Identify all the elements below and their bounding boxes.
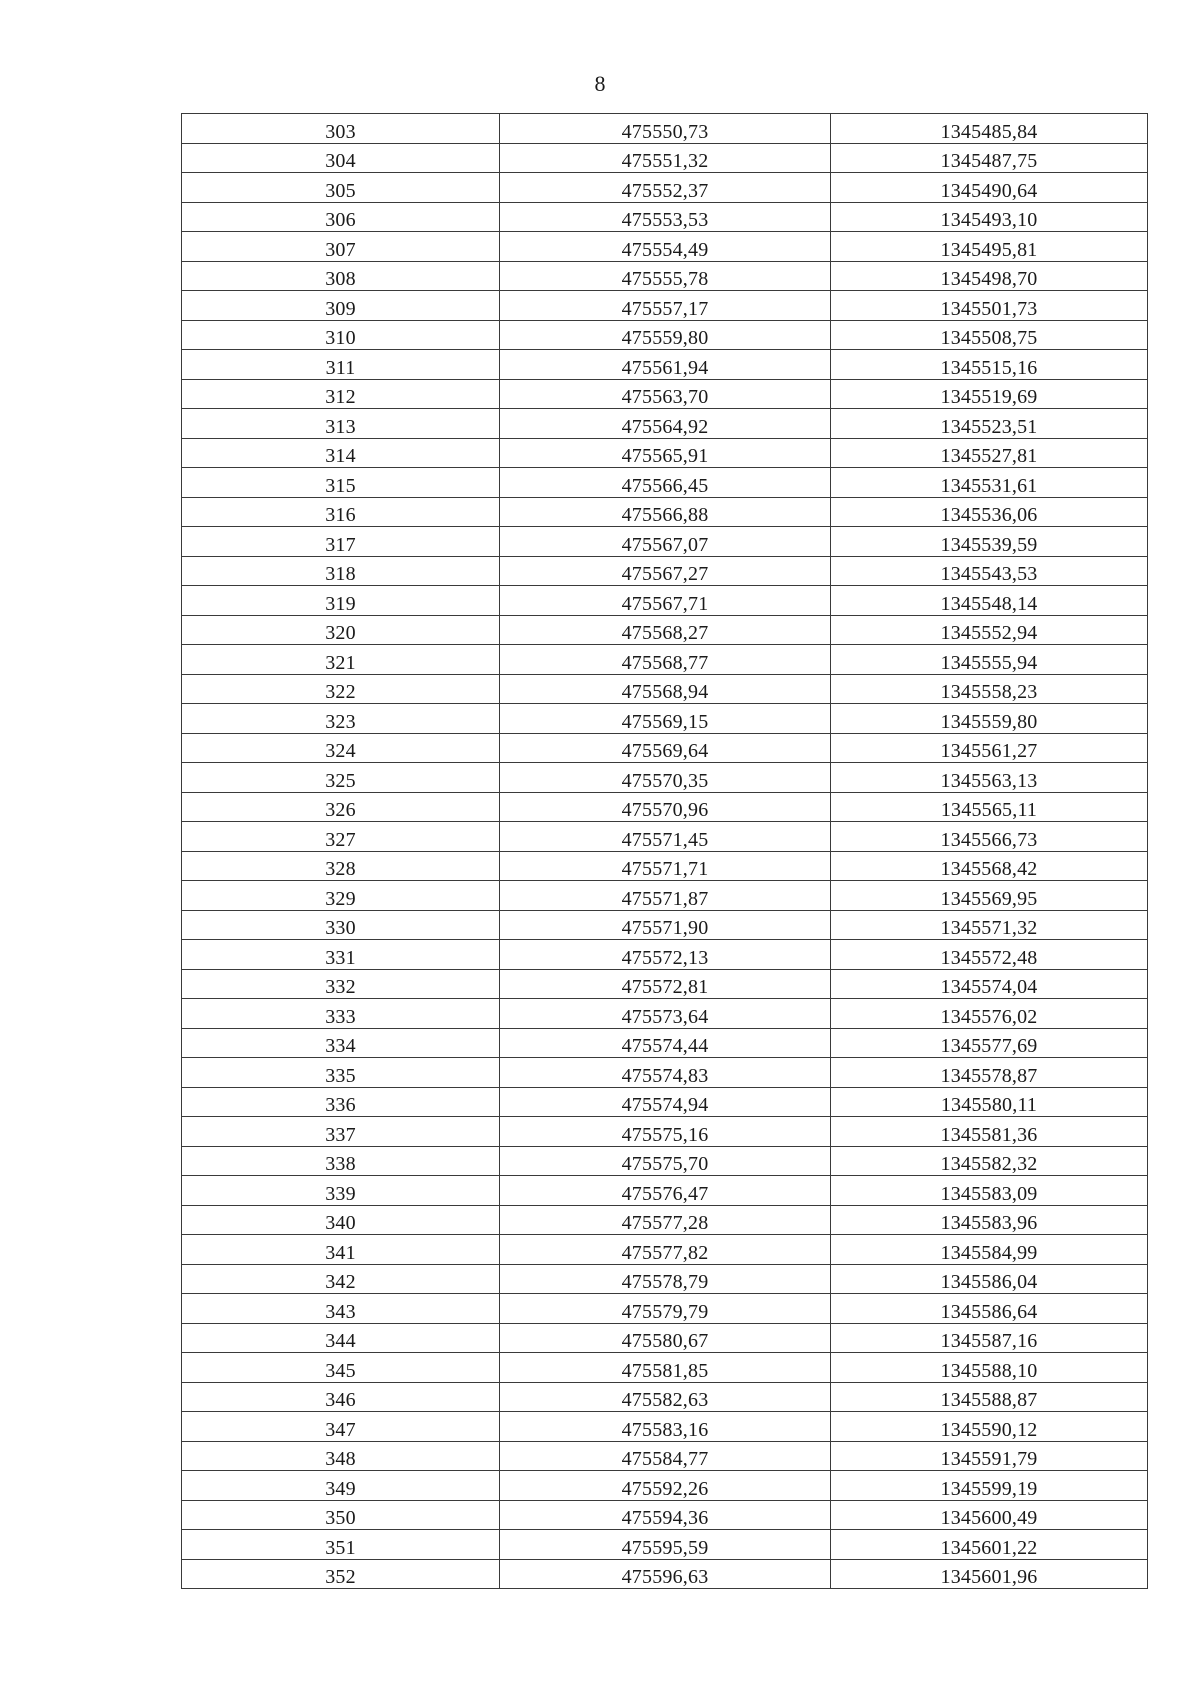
table-row xyxy=(182,1235,1148,1265)
table-row xyxy=(182,822,1148,852)
table-row xyxy=(182,940,1148,970)
table-row xyxy=(182,320,1148,350)
point-number-cell: 308 xyxy=(182,261,500,291)
y-coordinate-cell: 1345590,12 xyxy=(831,1412,1148,1442)
x-coordinate-cell: 475571,45 xyxy=(500,822,831,852)
y-coordinate-cell: 1345584,99 xyxy=(831,1235,1148,1265)
table-row xyxy=(182,556,1148,586)
point-number-cell: 339 xyxy=(182,1176,500,1206)
x-coordinate-cell: 475550,73 xyxy=(500,114,831,144)
x-coordinate-cell: 475574,94 xyxy=(500,1087,831,1117)
x-coordinate-cell: 475584,77 xyxy=(500,1441,831,1471)
x-coordinate-cell: 475553,53 xyxy=(500,202,831,232)
point-number-cell: 318 xyxy=(182,556,500,586)
x-coordinate-cell: 475564,92 xyxy=(500,409,831,439)
point-number-cell: 348 xyxy=(182,1441,500,1471)
y-coordinate-cell: 1345569,95 xyxy=(831,881,1148,911)
table-row xyxy=(182,999,1148,1029)
y-coordinate-cell: 1345580,11 xyxy=(831,1087,1148,1117)
y-coordinate-cell: 1345586,04 xyxy=(831,1264,1148,1294)
point-number-cell: 347 xyxy=(182,1412,500,1442)
y-coordinate-cell: 1345515,16 xyxy=(831,350,1148,380)
y-coordinate-cell: 1345586,64 xyxy=(831,1294,1148,1324)
table-row xyxy=(182,1412,1148,1442)
x-coordinate-cell: 475572,13 xyxy=(500,940,831,970)
table-row xyxy=(182,1471,1148,1501)
x-coordinate-cell: 475571,87 xyxy=(500,881,831,911)
point-number-cell: 338 xyxy=(182,1146,500,1176)
table-row xyxy=(182,1205,1148,1235)
x-coordinate-cell: 475569,64 xyxy=(500,733,831,763)
table-row xyxy=(182,851,1148,881)
y-coordinate-cell: 1345539,59 xyxy=(831,527,1148,557)
point-number-cell: 303 xyxy=(182,114,500,144)
table-row xyxy=(182,468,1148,498)
point-number-cell: 352 xyxy=(182,1559,500,1589)
point-number-cell: 332 xyxy=(182,969,500,999)
table-row xyxy=(182,733,1148,763)
y-coordinate-cell: 1345571,32 xyxy=(831,910,1148,940)
y-coordinate-cell: 1345566,73 xyxy=(831,822,1148,852)
table-row xyxy=(182,1441,1148,1471)
table-row xyxy=(182,232,1148,262)
x-coordinate-cell: 475568,94 xyxy=(500,674,831,704)
table-row xyxy=(182,586,1148,616)
y-coordinate-cell: 1345600,49 xyxy=(831,1500,1148,1530)
table-row xyxy=(182,1264,1148,1294)
table-row xyxy=(182,1500,1148,1530)
x-coordinate-cell: 475567,71 xyxy=(500,586,831,616)
x-coordinate-cell: 475559,80 xyxy=(500,320,831,350)
point-number-cell: 306 xyxy=(182,202,500,232)
x-coordinate-cell: 475568,27 xyxy=(500,615,831,645)
y-coordinate-cell: 1345498,70 xyxy=(831,261,1148,291)
table-row xyxy=(182,1176,1148,1206)
x-coordinate-cell: 475555,78 xyxy=(500,261,831,291)
x-coordinate-cell: 475580,67 xyxy=(500,1323,831,1353)
x-coordinate-cell: 475566,88 xyxy=(500,497,831,527)
table-row xyxy=(182,763,1148,793)
x-coordinate-cell: 475563,70 xyxy=(500,379,831,409)
x-coordinate-cell: 475569,15 xyxy=(500,704,831,734)
point-number-cell: 333 xyxy=(182,999,500,1029)
y-coordinate-cell: 1345495,81 xyxy=(831,232,1148,262)
y-coordinate-cell: 1345587,16 xyxy=(831,1323,1148,1353)
point-number-cell: 345 xyxy=(182,1353,500,1383)
point-number-cell: 325 xyxy=(182,763,500,793)
point-number-cell: 304 xyxy=(182,143,500,173)
x-coordinate-cell: 475557,17 xyxy=(500,291,831,321)
point-number-cell: 321 xyxy=(182,645,500,675)
point-number-cell: 340 xyxy=(182,1205,500,1235)
x-coordinate-cell: 475551,32 xyxy=(500,143,831,173)
x-coordinate-cell: 475573,64 xyxy=(500,999,831,1029)
y-coordinate-cell: 1345578,87 xyxy=(831,1058,1148,1088)
y-coordinate-cell: 1345572,48 xyxy=(831,940,1148,970)
x-coordinate-cell: 475570,35 xyxy=(500,763,831,793)
table-row xyxy=(182,1294,1148,1324)
x-coordinate-cell: 475567,27 xyxy=(500,556,831,586)
point-number-cell: 309 xyxy=(182,291,500,321)
table-row xyxy=(182,438,1148,468)
y-coordinate-cell: 1345565,11 xyxy=(831,792,1148,822)
point-number-cell: 351 xyxy=(182,1530,500,1560)
point-number-cell: 342 xyxy=(182,1264,500,1294)
x-coordinate-cell: 475576,47 xyxy=(500,1176,831,1206)
x-coordinate-cell: 475572,81 xyxy=(500,969,831,999)
y-coordinate-cell: 1345583,96 xyxy=(831,1205,1148,1235)
y-coordinate-cell: 1345577,69 xyxy=(831,1028,1148,1058)
y-coordinate-cell: 1345552,94 xyxy=(831,615,1148,645)
point-number-cell: 343 xyxy=(182,1294,500,1324)
table-row xyxy=(182,1117,1148,1147)
y-coordinate-cell: 1345576,02 xyxy=(831,999,1148,1029)
x-coordinate-cell: 475552,37 xyxy=(500,173,831,203)
x-coordinate-cell: 475578,79 xyxy=(500,1264,831,1294)
y-coordinate-cell: 1345485,84 xyxy=(831,114,1148,144)
point-number-cell: 336 xyxy=(182,1087,500,1117)
y-coordinate-cell: 1345559,80 xyxy=(831,704,1148,734)
y-coordinate-cell: 1345548,14 xyxy=(831,586,1148,616)
x-coordinate-cell: 475575,70 xyxy=(500,1146,831,1176)
x-coordinate-cell: 475567,07 xyxy=(500,527,831,557)
x-coordinate-cell: 475565,91 xyxy=(500,438,831,468)
y-coordinate-cell: 1345487,75 xyxy=(831,143,1148,173)
table-row xyxy=(182,1323,1148,1353)
y-coordinate-cell: 1345555,94 xyxy=(831,645,1148,675)
y-coordinate-cell: 1345543,53 xyxy=(831,556,1148,586)
point-number-cell: 315 xyxy=(182,468,500,498)
x-coordinate-cell: 475595,59 xyxy=(500,1530,831,1560)
point-number-cell: 331 xyxy=(182,940,500,970)
y-coordinate-cell: 1345527,81 xyxy=(831,438,1148,468)
table-row xyxy=(182,1058,1148,1088)
point-number-cell: 324 xyxy=(182,733,500,763)
table-row xyxy=(182,202,1148,232)
y-coordinate-cell: 1345588,10 xyxy=(831,1353,1148,1383)
point-number-cell: 307 xyxy=(182,232,500,262)
point-number-cell: 346 xyxy=(182,1382,500,1412)
y-coordinate-cell: 1345493,10 xyxy=(831,202,1148,232)
table-row xyxy=(182,1559,1148,1589)
y-coordinate-cell: 1345561,27 xyxy=(831,733,1148,763)
y-coordinate-cell: 1345591,79 xyxy=(831,1441,1148,1471)
table-row xyxy=(182,1530,1148,1560)
point-number-cell: 334 xyxy=(182,1028,500,1058)
y-coordinate-cell: 1345508,75 xyxy=(831,320,1148,350)
x-coordinate-cell: 475571,71 xyxy=(500,851,831,881)
point-number-cell: 319 xyxy=(182,586,500,616)
point-number-cell: 329 xyxy=(182,881,500,911)
table-row xyxy=(182,1087,1148,1117)
table-row xyxy=(182,645,1148,675)
table-row xyxy=(182,1028,1148,1058)
x-coordinate-cell: 475581,85 xyxy=(500,1353,831,1383)
point-number-cell: 341 xyxy=(182,1235,500,1265)
x-coordinate-cell: 475566,45 xyxy=(500,468,831,498)
x-coordinate-cell: 475583,16 xyxy=(500,1412,831,1442)
y-coordinate-cell: 1345536,06 xyxy=(831,497,1148,527)
y-coordinate-cell: 1345531,61 xyxy=(831,468,1148,498)
table-row xyxy=(182,350,1148,380)
point-number-cell: 335 xyxy=(182,1058,500,1088)
point-number-cell: 310 xyxy=(182,320,500,350)
y-coordinate-cell: 1345583,09 xyxy=(831,1176,1148,1206)
y-coordinate-cell: 1345601,22 xyxy=(831,1530,1148,1560)
table-row xyxy=(182,704,1148,734)
y-coordinate-cell: 1345574,04 xyxy=(831,969,1148,999)
table-row xyxy=(182,969,1148,999)
x-coordinate-cell: 475575,16 xyxy=(500,1117,831,1147)
table-row xyxy=(182,261,1148,291)
table-row xyxy=(182,1382,1148,1412)
y-coordinate-cell: 1345523,51 xyxy=(831,409,1148,439)
x-coordinate-cell: 475574,83 xyxy=(500,1058,831,1088)
x-coordinate-cell: 475561,94 xyxy=(500,350,831,380)
point-number-cell: 337 xyxy=(182,1117,500,1147)
y-coordinate-cell: 1345568,42 xyxy=(831,851,1148,881)
y-coordinate-cell: 1345599,19 xyxy=(831,1471,1148,1501)
table-row xyxy=(182,114,1148,144)
x-coordinate-cell: 475568,77 xyxy=(500,645,831,675)
table-row xyxy=(182,409,1148,439)
y-coordinate-cell: 1345501,73 xyxy=(831,291,1148,321)
y-coordinate-cell: 1345588,87 xyxy=(831,1382,1148,1412)
table-row xyxy=(182,792,1148,822)
x-coordinate-cell: 475570,96 xyxy=(500,792,831,822)
point-number-cell: 330 xyxy=(182,910,500,940)
x-coordinate-cell: 475574,44 xyxy=(500,1028,831,1058)
point-number-cell: 320 xyxy=(182,615,500,645)
table-row xyxy=(182,615,1148,645)
coordinates-table-body xyxy=(182,114,1148,1589)
table-row xyxy=(182,291,1148,321)
point-number-cell: 311 xyxy=(182,350,500,380)
point-number-cell: 312 xyxy=(182,379,500,409)
table-row xyxy=(182,910,1148,940)
point-number-cell: 305 xyxy=(182,173,500,203)
y-coordinate-cell: 1345581,36 xyxy=(831,1117,1148,1147)
point-number-cell: 323 xyxy=(182,704,500,734)
point-number-cell: 317 xyxy=(182,527,500,557)
x-coordinate-cell: 475579,79 xyxy=(500,1294,831,1324)
y-coordinate-cell: 1345558,23 xyxy=(831,674,1148,704)
x-coordinate-cell: 475596,63 xyxy=(500,1559,831,1589)
point-number-cell: 326 xyxy=(182,792,500,822)
table-row xyxy=(182,1353,1148,1383)
table-row xyxy=(182,497,1148,527)
point-number-cell: 344 xyxy=(182,1323,500,1353)
table-row xyxy=(182,379,1148,409)
y-coordinate-cell: 1345601,96 xyxy=(831,1559,1148,1589)
page-number: 8 xyxy=(594,71,606,96)
point-number-cell: 349 xyxy=(182,1471,500,1501)
point-number-cell: 313 xyxy=(182,409,500,439)
table-row xyxy=(182,527,1148,557)
x-coordinate-cell: 475554,49 xyxy=(500,232,831,262)
x-coordinate-cell: 475592,26 xyxy=(500,1471,831,1501)
point-number-cell: 350 xyxy=(182,1500,500,1530)
point-number-cell: 314 xyxy=(182,438,500,468)
table-row xyxy=(182,881,1148,911)
x-coordinate-cell: 475582,63 xyxy=(500,1382,831,1412)
point-number-cell: 328 xyxy=(182,851,500,881)
coordinates-table xyxy=(181,113,1148,1589)
y-coordinate-cell: 1345582,32 xyxy=(831,1146,1148,1176)
point-number-cell: 322 xyxy=(182,674,500,704)
y-coordinate-cell: 1345519,69 xyxy=(831,379,1148,409)
x-coordinate-cell: 475577,28 xyxy=(500,1205,831,1235)
y-coordinate-cell: 1345490,64 xyxy=(831,173,1148,203)
point-number-cell: 327 xyxy=(182,822,500,852)
y-coordinate-cell: 1345563,13 xyxy=(831,763,1148,793)
table-row xyxy=(182,674,1148,704)
x-coordinate-cell: 475594,36 xyxy=(500,1500,831,1530)
table-row xyxy=(182,143,1148,173)
x-coordinate-cell: 475577,82 xyxy=(500,1235,831,1265)
table-row xyxy=(182,1146,1148,1176)
table-row xyxy=(182,173,1148,203)
point-number-cell: 316 xyxy=(182,497,500,527)
x-coordinate-cell: 475571,90 xyxy=(500,910,831,940)
